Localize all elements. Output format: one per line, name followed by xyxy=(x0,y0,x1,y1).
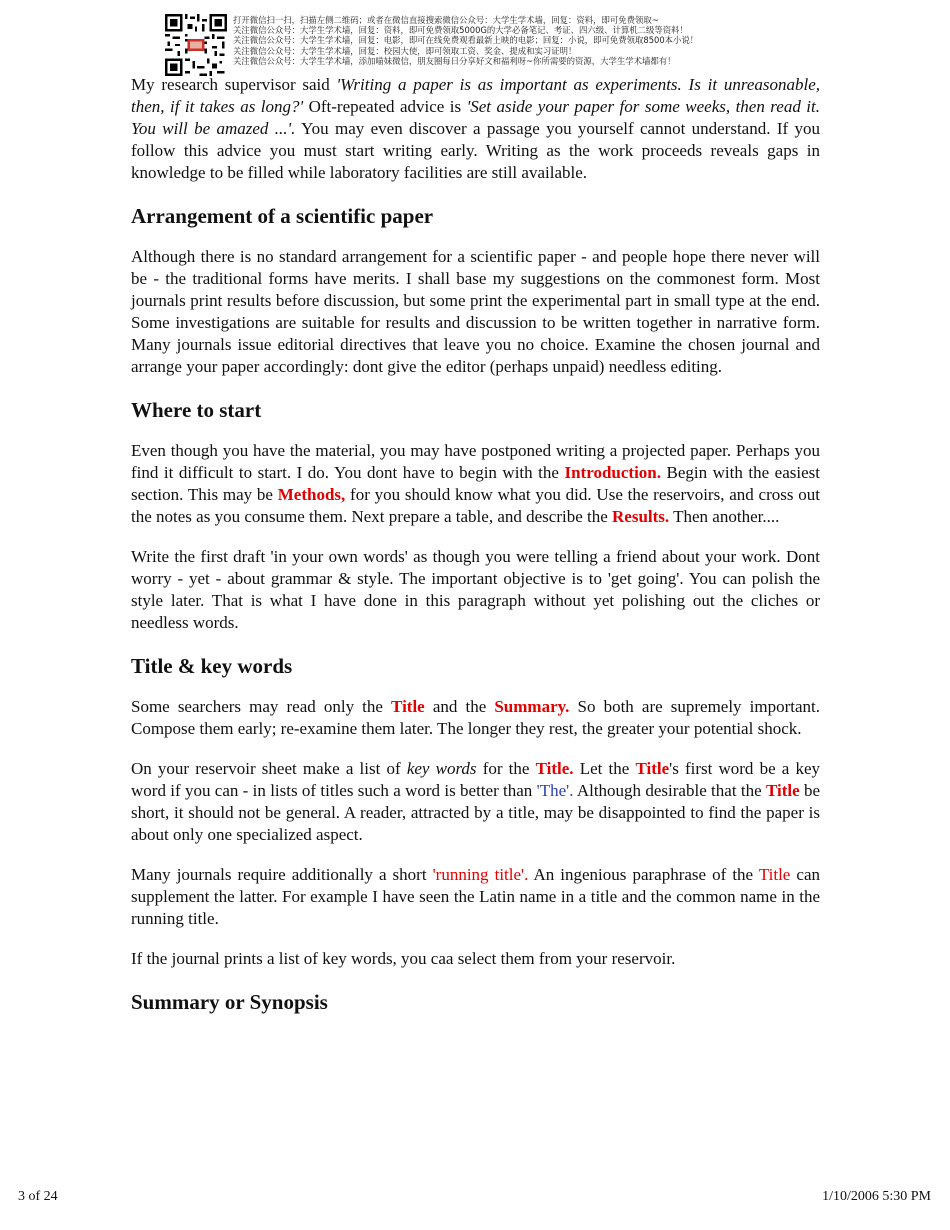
heading-where-to-start: Where to start xyxy=(131,398,262,422)
paragraph-title-4: If the journal prints a list of key words, you caa select them from your reservoir. xyxy=(131,949,676,968)
paragraph-intro: My research supervisor said 'Writing a paper is as important as experiments. Is it unreasonable, then, if it takes as long?' Oft-repeated advice is 'Set aside your paper for some weeks, then read it. You will be amazed ...'. You may even discover a passage you yourself cannot understand. If you follow this advice you must start writing early. Writing as the work proceeds reveals gaps in knowledge to be filled while laboratory facilities are still available. xyxy=(131,75,820,182)
paragraph-where-2: Write the first draft 'in your own words' as though you were telling a friend about your work. Dont worry - yet - about grammar & style. The important objective is to 'get going'. You can polish the style later. That is what I have done in this paragraph without yet polishing out the cliches or needless words. xyxy=(131,547,820,632)
promo-line: 关注微信公众号：大学生学术墙，添加喵妹微信，朋友圈每日分享好文和福利呀~你所需要的资源，大学生学术墙都有！ xyxy=(233,55,676,66)
paragraph-arrangement: Although there is no standard arrangement for a scientific paper - and people hope there never will be - the traditional forms have merits. I shall base my suggestions on the commonest form. Most journals print results before discussion, but some print the experimental part in small type at the end. Some investigations are suitable for results and discussion to be written together in narrative form. Many journals issue editorial directives that leave you no choice. Examine the chosen journal and arrange your paper accordingly: dont give the editor (perhaps unpaid) needless editing. xyxy=(131,247,820,376)
promo-line: 关注微信公众号：大学生学术墙，回复：资料，即可免费领取5000G的大学必备笔记、考证、四六级、计算机二级等资料！ xyxy=(233,25,688,36)
heading-arrangement: Arrangement of a scientific paper xyxy=(131,204,434,228)
keyword-running-title: 'running title'. xyxy=(432,865,529,884)
promo-line: 关注微信公众号：大学生学术墙，回复：电影，即可在线免费观看最新上映的电影；回复：小说，即可免费领取8500本小说！ xyxy=(233,35,699,46)
paragraph-title-2: On your reservoir sheet make a list of key words for the Title. Let the Title's first word be a key word if you can - in lists of titles such a word is better than 'The'. Although desirable that the Title be short, it should not be general. A reader, attracted by a title, may be disappointed to find the paper is about only one specialized aspect. xyxy=(131,759,821,844)
print-timestamp: 1/10/2006 5:30 PM xyxy=(822,1189,931,1204)
keyword-results: Results. xyxy=(612,507,670,526)
keyword-summary: Summary. xyxy=(494,697,570,716)
keyword-introduction: Introduction. xyxy=(564,463,661,482)
keyword-title: Title xyxy=(391,697,425,716)
example-the: 'The'. xyxy=(536,781,574,800)
page-number: 3 of 24 xyxy=(18,1189,58,1204)
paragraph-title-1: Some searchers may read only the Title and the Summary. So both are supremely important. Compose them early; re-examine them later. The longer they rest, the greater your potential shock. xyxy=(131,697,820,738)
paragraph-title-3: Many journals require additionally a short 'running title'. An ingenious paraphrase of the Title can supplement the latter. For example I have seen the Latin name in a title and the common name in the running title. xyxy=(131,865,820,928)
keyword-title: Title xyxy=(758,865,791,884)
keyword-title: Title xyxy=(635,759,670,778)
promo-line: 打开微信扫一扫，扫描左侧二维码；或者在微信直接搜索微信公众号：大学生学术墙，回复：资料，即可免费领取~ xyxy=(233,15,659,25)
promo-line: 关注微信公众号：大学生学术墙，回复：校园大使，即可领取工资、奖金、提成和实习证明！ xyxy=(233,45,577,56)
heading-title-key-words: Title & key words xyxy=(131,654,293,678)
keyword-title: Title. xyxy=(535,759,574,778)
paragraph-where-1: Even though you have the material, you may have postponed writing a projected paper. Perhaps you find it difficult to start. I do. You dont have to begin with the Introduction. Begin with the easiest section. This may be Methods, for you should know what you did. Use the reservoirs, and cross out the notes as you consume them. Next prepare a table, and describe the Results. Then another.... xyxy=(131,441,820,526)
keyword-methods: Methods, xyxy=(277,485,346,504)
qr-code-icon xyxy=(165,14,227,76)
keyword-title: Title xyxy=(765,781,800,800)
wechat-promo-banner xyxy=(165,14,765,78)
promo-text-lines xyxy=(233,15,773,66)
heading-summary: Summary or Synopsis xyxy=(131,990,328,1014)
article-body xyxy=(131,74,820,1032)
